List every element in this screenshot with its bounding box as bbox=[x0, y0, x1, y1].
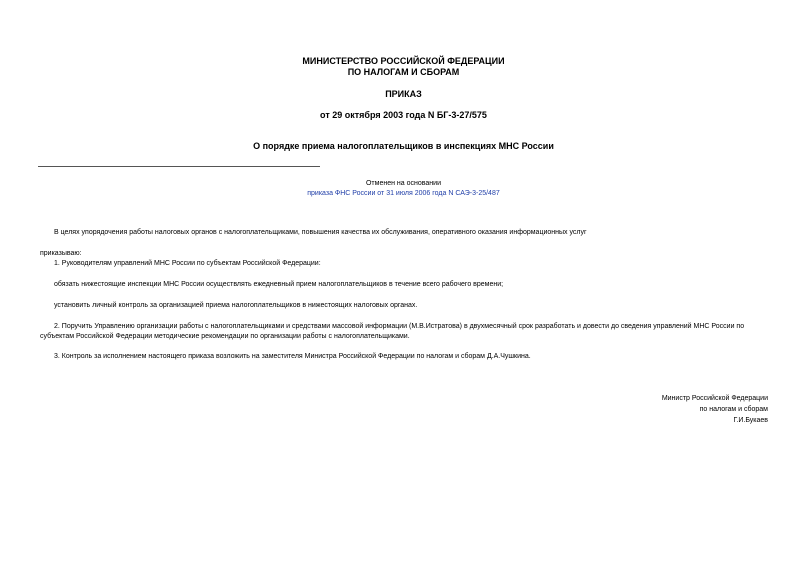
order-word: приказываю: bbox=[40, 250, 82, 257]
intro-paragraph: В целях упорядочения работы налоговых органов с налогоплательщиками, повышения качества их обслуживания, оперативного оказания информационных услуг bbox=[54, 229, 587, 236]
repeal-order-link[interactable]: приказа ФНС России от 31 июля 2006 года N САЭ-3-25/487 bbox=[307, 190, 500, 197]
item-3: 3. Контроль за исполнением настоящего приказа возложить на заместителя Министра Российской Федерации по налогам и сборам Д.А.Чушкина. bbox=[54, 353, 531, 360]
item-2-line-2: субъектам Российской Федерации методические рекомендации по организации работы с налогоплательщиками. bbox=[40, 333, 410, 340]
document-title: О порядке приема налогоплательщиков в инспекциях МНС России bbox=[253, 141, 554, 151]
signature-position: Министр Российской Федерации bbox=[661, 395, 768, 402]
separator-line bbox=[38, 166, 320, 167]
item-1-subparagraph-b: установить личный контроль за организацией приема налогоплательщиков в нижестоящих налоговых органах. bbox=[54, 302, 418, 309]
item-1: 1. Руководителям управлений МНС России по субъектам Российской Федерации: bbox=[54, 260, 321, 267]
item-1-subparagraph-a: обязать нижестоящие инспекции МНС России осуществлять ежедневный прием налогоплательщиков в течение всего рабочего времени; bbox=[54, 281, 504, 288]
item-2-line-1: 2. Поручить Управлению организации работы с налогоплательщиками и средствами массовой информации (М.В.Истратова) в двухмесячный срок разработать и довести до сведения управлений МНС России по bbox=[54, 323, 745, 330]
ministry-name-line1: МИНИСТЕРСТВО РОССИЙСКОЙ ФЕДЕРАЦИИ bbox=[302, 56, 505, 66]
signature-position-cont: по налогам и сборам bbox=[699, 406, 768, 413]
status-note: Отменен на основании bbox=[365, 180, 441, 187]
document-date-number: от 29 октября 2003 года N БГ-3-27/575 bbox=[320, 110, 487, 120]
document-type: ПРИКАЗ bbox=[385, 89, 422, 99]
signature-name: Г.И.Букаев bbox=[733, 417, 768, 424]
ministry-name-line2: ПО НАЛОГАМ И СБОРАМ bbox=[347, 67, 460, 77]
